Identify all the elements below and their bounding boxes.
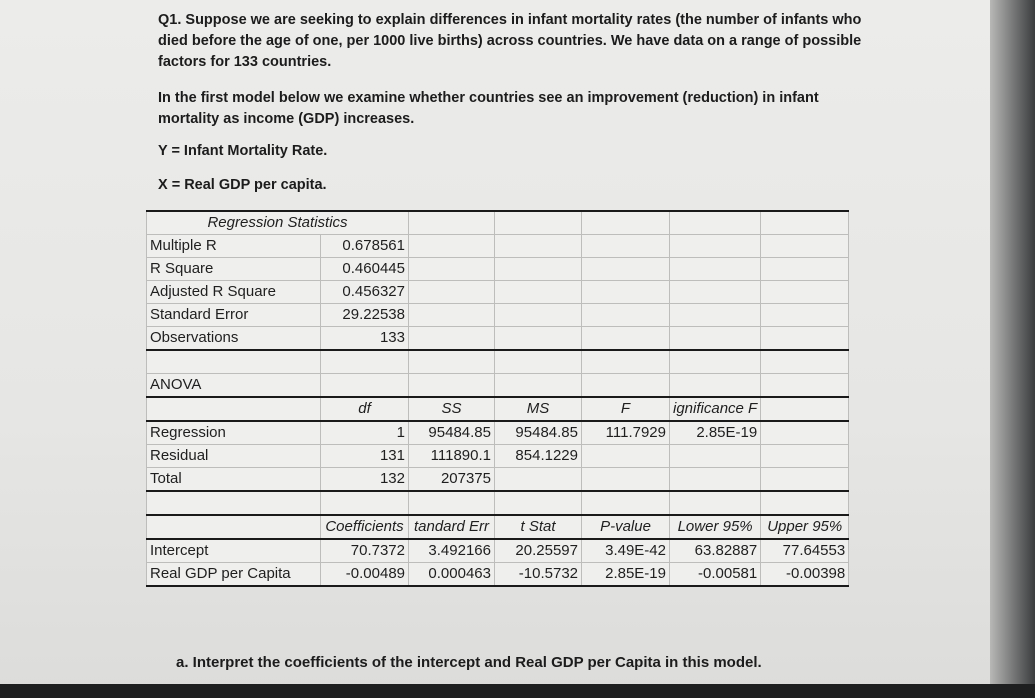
anova-title: ANOVA — [147, 374, 321, 398]
coef-header-upper-95: Upper 95% — [761, 515, 849, 539]
x-definition: X = Real GDP per capita. — [158, 177, 327, 193]
anova-row-label: Regression — [147, 421, 321, 445]
coef-header-standard-error: tandard Err — [409, 515, 495, 539]
coef-header-t-stat: t Stat — [495, 515, 582, 539]
coef-header-lower-95: Lower 95% — [670, 515, 761, 539]
regression-output-table: Regression Statistics Multiple R 0.678561 R Square 0.460445 Adjusted R Square 0.456327 Standard Error 29.22538 Observations 133 ANOVA df SS MS F ignificance F Regression 1 95484.85 95484.85 111.7929 2.85E-19 Residual 131 111890.1 854.1229 Total 132 207375 Coefficients tandard Err t Stat P-value Lower 95% Upper 95% Intercept 70.7372 3.492166 20.25597 3.49E-42 63.82887 77.64553 Real GDP per Capita -0.00489 0.000463 -10.5732 2.85E-19 -0.00581 -0.00398 — [146, 210, 849, 587]
y-definition: Y = Infant Mortality Rate. — [158, 143, 328, 159]
stat-label: Multiple R — [147, 235, 321, 258]
bottom-bar — [0, 684, 1035, 698]
stat-label: R Square — [147, 258, 321, 281]
stat-label: Adjusted R Square — [147, 281, 321, 304]
anova-header-significance: ignificance F — [670, 397, 761, 421]
stat-label: Standard Error — [147, 304, 321, 327]
stat-value: 133 — [321, 327, 409, 351]
anova-header-ss: SS — [409, 397, 495, 421]
anova-row-label: Total — [147, 468, 321, 492]
regression-statistics-title: Regression Statistics — [147, 211, 409, 235]
stat-label: Observations — [147, 327, 321, 351]
stat-value: 29.22538 — [321, 304, 409, 327]
coef-header-p-value: P-value — [582, 515, 670, 539]
page-edge-shadow — [990, 0, 1035, 698]
anova-header-f: F — [582, 397, 670, 421]
stat-value: 0.460445 — [321, 258, 409, 281]
question-intro: Q1. Suppose we are seeking to explain differences in infant mortality rates (the number of infants who died before the age of one, per 1000 live births) across countries. We have data on a range of possible factors for 133 countries. — [158, 12, 862, 70]
question-part-a: a. Interpret the coefficients of the intercept and Real GDP per Capita in this model. — [176, 654, 762, 671]
anova-header-df: df — [321, 397, 409, 421]
stat-value: 0.678561 — [321, 235, 409, 258]
stat-value: 0.456327 — [321, 281, 409, 304]
anova-header-ms: MS — [495, 397, 582, 421]
anova-row-label: Residual — [147, 445, 321, 468]
model-description: In the first model below we examine whether countries see an improvement (reduction) in infant mortality as income (GDP) increases. — [158, 90, 819, 127]
coef-row-label: Intercept — [147, 539, 321, 563]
coef-row-label: Real GDP per Capita — [147, 563, 321, 587]
coef-header-coefficients: Coefficients — [321, 515, 409, 539]
